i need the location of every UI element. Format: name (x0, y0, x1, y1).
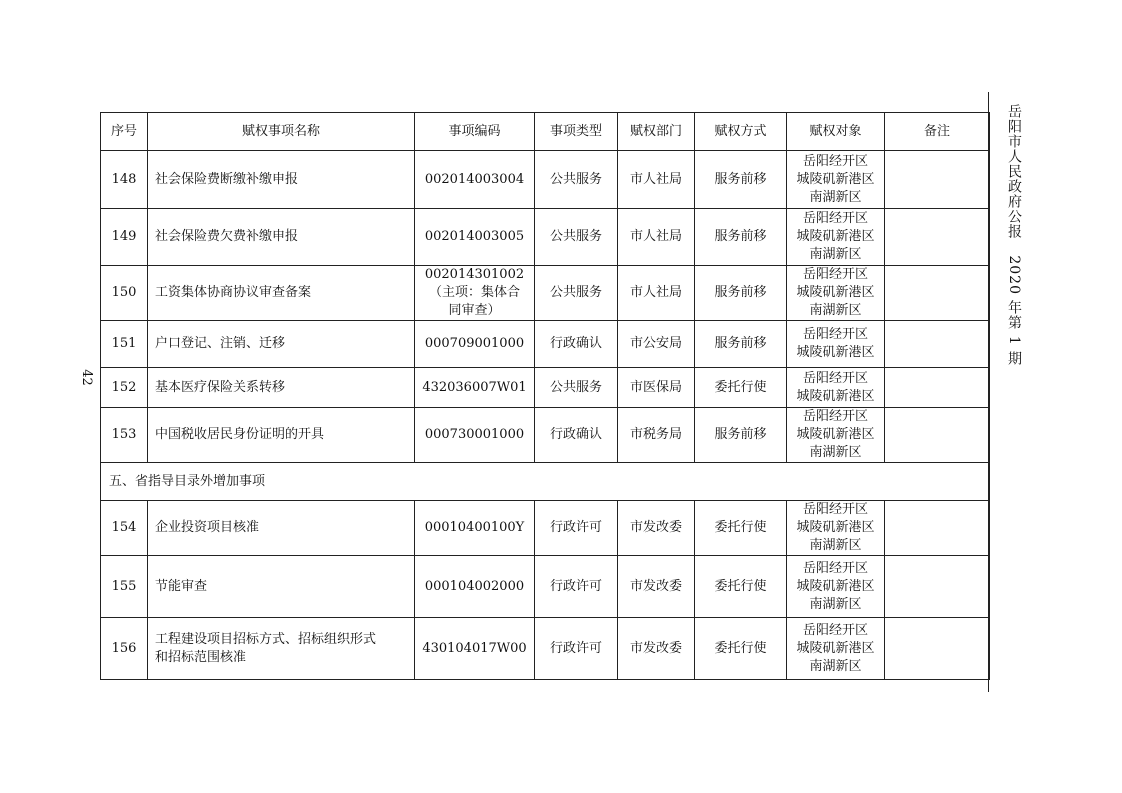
item-type: 公共服务 (535, 368, 618, 408)
target-area: 岳阳经开区 (802, 153, 868, 169)
item-code: 000730001000 (415, 408, 535, 463)
department: 市人社局 (618, 266, 695, 321)
table-row (101, 556, 990, 618)
item-code: 002014003004 (415, 151, 535, 209)
note (885, 618, 990, 680)
page-number: 42 (78, 369, 94, 386)
target-area: 岳阳经开区 (802, 560, 868, 576)
row-number: 149 (101, 209, 148, 266)
authorization-table (100, 112, 990, 680)
section-row (101, 463, 990, 501)
margin-rule (988, 92, 989, 692)
item-type: 公共服务 (535, 266, 618, 321)
target-areas (787, 618, 885, 680)
item-type: 行政确认 (535, 321, 618, 368)
target-area: 城陵矶新港区 (796, 229, 875, 244)
department: 市发改委 (618, 501, 695, 556)
target-area: 南湖新区 (809, 445, 862, 460)
column-header: 赋权事项名称 (148, 113, 415, 151)
item-name: 户口登记、注销、迁移 (148, 321, 415, 368)
table-row (101, 368, 990, 408)
table-row (101, 501, 990, 556)
header-row (101, 113, 990, 151)
method: 服务前移 (695, 209, 787, 266)
target-area: 南湖新区 (809, 596, 862, 612)
department: 市人社局 (618, 151, 695, 209)
target-area: 南湖新区 (809, 658, 862, 674)
method: 委托行使 (695, 501, 787, 556)
target-area: 岳阳经开区 (802, 409, 868, 424)
department: 市发改委 (618, 618, 695, 680)
column-header: 序号 (101, 113, 148, 151)
table-row (101, 618, 990, 680)
target-areas (787, 501, 885, 556)
table-body (101, 113, 990, 680)
item-code: 432036007W01 (415, 368, 535, 408)
row-number: 155 (101, 556, 148, 618)
target-area: 岳阳经开区 (802, 267, 868, 282)
column-header: 事项编码 (415, 113, 535, 151)
target-area: 城陵矶新港区 (796, 285, 875, 300)
target-area: 岳阳经开区 (802, 211, 868, 226)
item-type: 公共服务 (535, 151, 618, 209)
item-code: 000104002000 (415, 556, 535, 618)
target-areas (787, 321, 885, 368)
department: 市公安局 (618, 321, 695, 368)
target-areas (787, 209, 885, 266)
row-number: 154 (101, 501, 148, 556)
column-header: 备注 (885, 113, 990, 151)
item-code: 430104017W00 (415, 618, 535, 680)
item-code: 002014301002 （主项：集体合 同审查） (415, 266, 535, 321)
item-type: 行政许可 (535, 556, 618, 618)
target-area: 城陵矶新港区 (796, 427, 875, 442)
note (885, 408, 990, 463)
item-code: 002014003005 (415, 209, 535, 266)
row-number: 150 (101, 266, 148, 321)
target-area: 城陵矶新港区 (796, 640, 875, 656)
department: 市人社局 (618, 209, 695, 266)
row-number: 148 (101, 151, 148, 209)
target-area: 南湖新区 (809, 247, 862, 262)
table-row (101, 408, 990, 463)
department: 市税务局 (618, 408, 695, 463)
target-areas (787, 368, 885, 408)
note (885, 266, 990, 321)
method: 服务前移 (695, 408, 787, 463)
column-header: 赋权对象 (787, 113, 885, 151)
target-area: 岳阳经开区 (802, 622, 868, 638)
department: 市发改委 (618, 556, 695, 618)
department: 市医保局 (618, 368, 695, 408)
target-areas (787, 408, 885, 463)
row-number: 151 (101, 321, 148, 368)
method: 服务前移 (695, 151, 787, 209)
item-type: 公共服务 (535, 209, 618, 266)
target-area: 城陵矶新港区 (796, 345, 875, 360)
item-name: 社会保险费欠费补缴申报 (148, 209, 415, 266)
row-number: 156 (101, 618, 148, 680)
target-area: 岳阳经开区 (802, 502, 868, 517)
item-name: 节能审查 (148, 556, 415, 618)
target-area: 城陵矶新港区 (796, 171, 875, 187)
item-type: 行政许可 (535, 501, 618, 556)
item-type: 行政许可 (535, 618, 618, 680)
method: 委托行使 (695, 618, 787, 680)
column-header: 赋权方式 (695, 113, 787, 151)
item-name: 企业投资项目核准 (148, 501, 415, 556)
item-type: 行政确认 (535, 408, 618, 463)
gazette-side-header: 岳阳市人民政府公报 2020 年第 1 期 (1006, 104, 1022, 367)
target-area: 城陵矶新港区 (796, 578, 875, 594)
target-area: 南湖新区 (809, 538, 862, 553)
target-areas (787, 266, 885, 321)
table-row (101, 151, 990, 209)
target-area: 城陵矶新港区 (796, 388, 875, 404)
table-row (101, 266, 990, 321)
row-number: 152 (101, 368, 148, 408)
note (885, 321, 990, 368)
method: 委托行使 (695, 556, 787, 618)
target-areas (787, 556, 885, 618)
item-name: 工程建设项目招标方式、招标组织形式 和招标范围核准 (148, 618, 415, 680)
note (885, 209, 990, 266)
note (885, 556, 990, 618)
row-number: 153 (101, 408, 148, 463)
method: 委托行使 (695, 368, 787, 408)
target-area: 南湖新区 (809, 189, 862, 205)
table-row (101, 209, 990, 266)
section-title: 五、省指导目录外增加事项 (101, 463, 990, 501)
item-code: 000709001000 (415, 321, 535, 368)
item-name: 社会保险费断缴补缴申报 (148, 151, 415, 209)
target-area: 岳阳经开区 (802, 327, 868, 342)
target-area: 岳阳经开区 (802, 370, 868, 386)
note (885, 151, 990, 209)
method: 服务前移 (695, 321, 787, 368)
target-area: 城陵矶新港区 (796, 520, 875, 535)
note (885, 501, 990, 556)
item-name: 工资集体协商协议审查备案 (148, 266, 415, 321)
item-name: 中国税收居民身份证明的开具 (148, 408, 415, 463)
method: 服务前移 (695, 266, 787, 321)
column-header: 赋权部门 (618, 113, 695, 151)
table-row (101, 321, 990, 368)
note (885, 368, 990, 408)
column-header: 事项类型 (535, 113, 618, 151)
target-areas (787, 151, 885, 209)
item-name: 基本医疗保险关系转移 (148, 368, 415, 408)
item-code: 00010400100Y (415, 501, 535, 556)
target-area: 南湖新区 (809, 303, 862, 318)
